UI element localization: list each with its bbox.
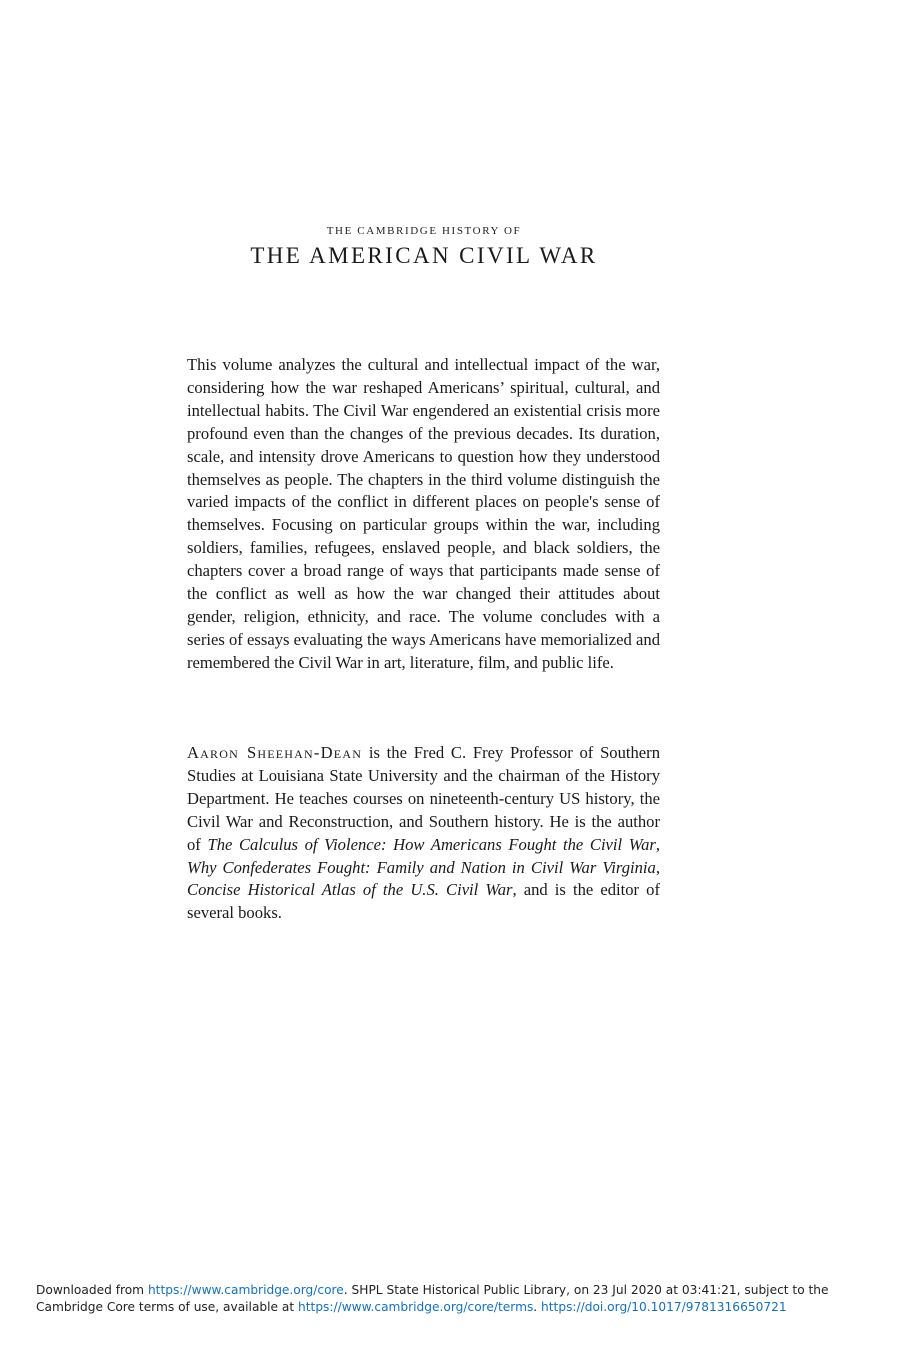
terms-link[interactable]: https://www.cambridge.org/core/terms — [298, 1300, 534, 1314]
doi-link[interactable]: https://doi.org/10.1017/9781316650721 — [541, 1300, 787, 1314]
book-title-1: The Calculus of Violence: How Americans Fought the Civil War — [207, 834, 656, 854]
book-title-3: Concise Historical Atlas of the U.S. Civil War — [187, 880, 513, 900]
download-footer — [36, 1282, 886, 1316]
book-title-2: Why Confederates Fought: Family and Nation in Civil War Virginia — [187, 857, 656, 877]
bio-separator-2: , — [655, 857, 660, 877]
series-kicker: THE CAMBRIDGE HISTORY OF — [326, 225, 522, 237]
core-link[interactable]: https://www.cambridge.org/core — [147, 1283, 344, 1297]
bio-text-1: is the Fred C. Frey Professor of Southern Studies at Louisiana State University and the chairman of the History Department. He teaches courses on nineteenth-century US history, the Civil War and Reconstruction, and Southern history. He is the author of — [187, 743, 660, 854]
author-name: Aaron Sheehan-Dean — [187, 743, 363, 762]
footer-separator: . — [533, 1300, 542, 1314]
author-bio — [187, 742, 660, 925]
footer-prefix: Downloaded from — [36, 1283, 148, 1297]
bio-text-2: , and is the editor of several books. — [187, 880, 661, 923]
footer-middle: . SHPL State Historical Public Library, on 23 Jul 2020 at 03:41:21, subject to the Cambridge Core terms of use, available at — [36, 1283, 829, 1314]
book-description: This volume analyzes the cultural and intellectual impact of the war, considering how the war reshaped Americans’ spiritual, cultural, and intellectual habits. The Civil War engendered an existential crisis more profound even than the changes of the previous decades. Its duration, scale, and intensity drove Americans to question how they understood themselves as people. The chapters in the third volume distinguish the varied impacts of the conflict in different places on people's sense of themselves. Focusing on particular groups within the war, including soldiers, families, refugees, enslaved people, and black soldiers, the chapters cover a broad range of ways that participants made sense of the conflict as well as how the war changed their attitudes about gender, religion, ethnicity, and race. The volume concludes with a series of essays evaluating the ways Americans have memorialized and remembered the Civil War in art, literature, film, and public life. — [187, 355, 660, 672]
bio-separator-1: , — [655, 834, 660, 854]
book-title: THE AMERICAN CIVIL WAR — [250, 243, 598, 268]
